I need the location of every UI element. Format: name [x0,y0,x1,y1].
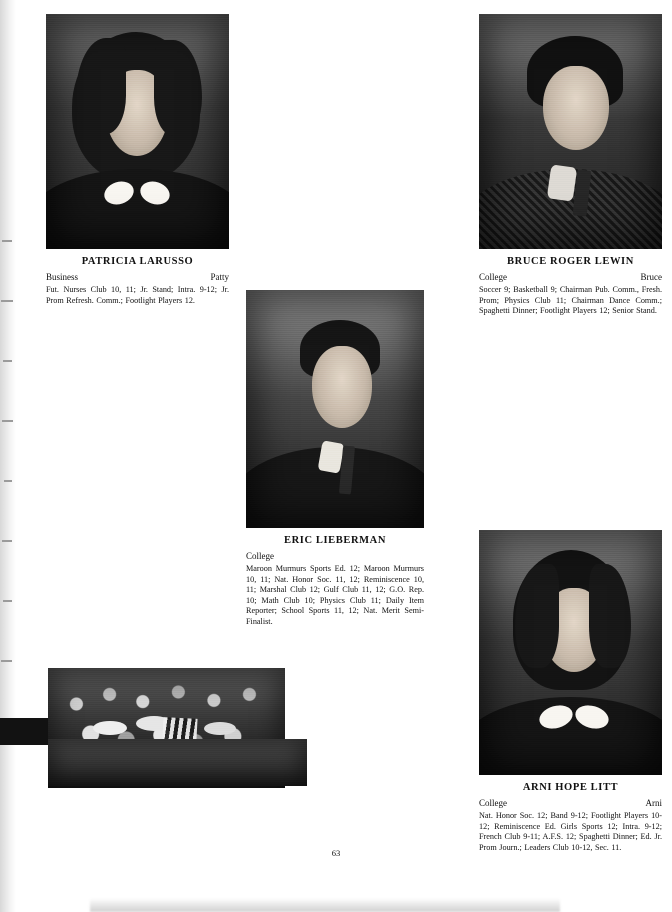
nickname-label: Patty [210,272,229,282]
scan-bottom-smudge [90,898,560,912]
course-label: College [479,798,507,808]
yearbook-entry-patricia-larusso [46,14,229,306]
scan-edge-bar [0,718,52,745]
page-number: 63 [331,848,341,858]
activities-text: Nat. Honor Soc. 12; Band 9-12; Footlight Players 10-12; Reminiscence Ed. Girls Sports 12; Intra. 9-12; French Club 9-11; A.F.S. 12; Spaghetti Dinner; Ed. Jr. Prom Journ.; Leaders Club 10-12, Sec. 11. [479,811,662,852]
yearbook-entry-eric-lieberman [246,290,424,627]
course-and-nickname-row [246,551,424,561]
student-name: ERIC LIEBERMAN [283,535,387,546]
course-and-nickname-row [479,798,662,808]
course-label: Business [46,272,79,282]
student-name: BRUCE ROGER LEWIN [507,256,634,267]
course-label: College [246,551,274,561]
course-and-nickname-row [46,272,229,282]
nickname-label: Bruce [640,272,662,282]
nickname-label: Arni [645,798,662,808]
student-name: PATRICIA LARUSSO [81,256,194,267]
gutter-scan-marks [0,0,18,912]
activities-text: Maroon Murmurs Sports Ed. 12; Maroon Murmurs 10, 11; Nat. Honor Soc. 11, 12; Reminiscence 10, 11; Marshal Club 12; Gulf Club 11, 12; G.O. Rep. 10; Math Club 10; Physics Club 11; Daily Item Reporter; School Sports 11, 12; Nat. Merit Semi-Finalist. [246,564,424,626]
course-and-nickname-row [479,272,662,282]
yearbook-entry-arni-hope-litt [479,530,662,853]
course-label: College [479,272,507,282]
activities-text: Fut. Nurses Club 10, 11; Jr. Stand; Intra. 9-12; Jr. Prom Refresh. Comm.; Footlight Players 12. [46,285,229,305]
portrait-photo-patricia-larusso [46,14,229,249]
portrait-photo-eric-lieberman [246,290,424,528]
candid-group-photo-overhang [48,739,307,786]
portrait-photo-bruce-roger-lewin [479,14,662,249]
portrait-photo-arni-hope-litt [479,530,662,775]
yearbook-entry-bruce-roger-lewin [479,14,662,317]
student-name: ARNI HOPE LITT [522,782,619,793]
activities-text: Soccer 9; Basketball 9; Chairman Pub. Comm., Fresh. Prom; Physics Club 11; Chairman Dance Comm.; Spaghetti Dinner; Footlight Players 12; Senior Stand. [479,285,662,315]
